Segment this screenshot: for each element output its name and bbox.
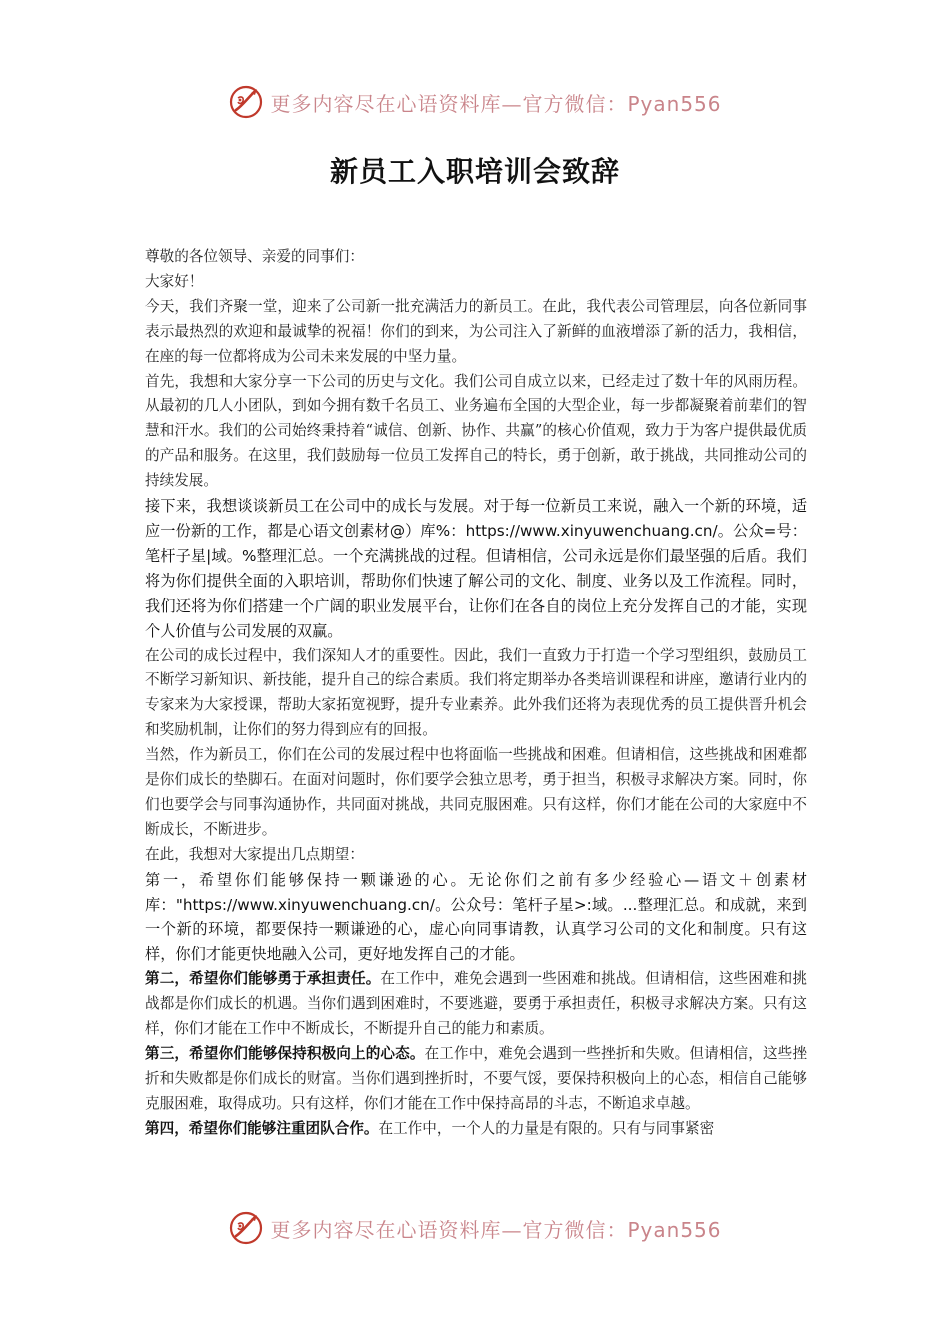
- pen-logo-icon: [228, 84, 264, 120]
- pen-logo-icon: [228, 1210, 264, 1246]
- banner-handle: Pyan556: [627, 91, 722, 116]
- banner-label: 更多内容尽在心语资料库—官方微信：: [270, 91, 628, 116]
- paragraph: 今天，我们齐聚一堂，迎来了公司新一批充满活力的新员工。在此，我代表公司管理层，向各位新同事表示最热烈的欢迎和最诚挚的祝福！你们的到来，为公司注入了新鲜的血液增添了新的活力，我相信，在座的每一位都将成为公司未来发展的中坚力量。: [145, 297, 807, 365]
- paragraph: [145, 1117, 807, 1142]
- paragraph-lead: 第四，希望你们能够注重团队合作。: [145, 1119, 379, 1137]
- paragraph: 首先，我想和大家分享一下公司的历史与文化。我们公司自成立以来，已经走过了数十年的风雨历程。从最初的几人小团队，到如今拥有数千名员工、业务遍布全国的大型企业，每一步都凝聚着前辈们的智慧和汗水。我们的公司始终秉持着“诚信、创新、协作、共赢”的核心价值观，致力于为客户提供最优质的产品和服务。在这里，我们鼓励每一位员工发挥自己的特长，勇于创新，敢于挑战，共同推动公司的持续发展。: [145, 372, 807, 490]
- paragraph: 当然，作为新员工，你们在公司的发展过程中也将面临一些挑战和困难。但请相信，这些挑战和困难都是你们成长的垫脚石。在面对问题时，你们要学会独立思考，勇于担当，积极寻求解决方案。同时，你们也要学会与同事沟通协作，共同面对挑战，共同克服困难。只有这样，你们才能在公司的大家庭中不断成长，不断进步。: [145, 746, 807, 838]
- banner-text: [270, 1214, 721, 1243]
- greeting: 大家好！: [145, 272, 204, 290]
- paragraph: 在此，我想对大家提出几点期望：: [145, 845, 364, 863]
- paragraph-inserted: 接下来，我想谈谈新员工在公司中的成长与发展。对于每一位新员工来说，融入一个新的环境，适应一份新的工作，都是心语文创素材@）库%：https://www.xinyuwenchuang.cn/。公众=号：笔杆子星|域。%整理汇总。一个充满挑战的过程。但请相信，公司永远是你们最坚强的后盾。我们将为你们提供全面的入职培训，帮助你们快速了解公司的文化、制度、业务以及工作流程。同时，我们还将为你们搭建一个广阔的职业发展平台，让你们在各自的岗位上充分发挥自己的才能，实现个人价值与公司发展的双赢。: [145, 497, 807, 640]
- header-banner: [0, 84, 950, 120]
- banner-text: [270, 88, 721, 117]
- banner-label: 更多内容尽在心语资料库—官方微信：: [270, 1217, 628, 1242]
- banner-handle: Pyan556: [627, 1217, 722, 1242]
- paragraph-lead: 第三，希望你们能够保持积极向上的心态。: [145, 1045, 425, 1062]
- paragraph-lead: 第二，希望你们能够勇于承担责任。: [145, 970, 381, 988]
- paragraph-rest: 在工作中，难免会遇到一些困难和挑战。但请相信，这些困难和挑战都是你们成长的机遇。当你们遇到困难时，不要逃避，要勇于承担责任，积极寻求解决方案。只有这样，你们才能在工作中不断成长，不断提升自己的能力和素质。: [145, 970, 807, 1038]
- paragraph-rest: 在工作中，一个人的力量是有限的。只有与同事紧密: [378, 1119, 715, 1137]
- salutation: 尊敬的各位领导、亲爱的同事们：: [145, 248, 364, 265]
- footer-banner: [0, 1210, 950, 1246]
- paragraph: [145, 1042, 807, 1117]
- paragraph: [145, 967, 807, 1042]
- paragraph-rest: 在工作中，难免会遇到一些挫折和失败。但请相信，这些挫折和失败都是你们成长的财富。当你们遇到挫折时，不要气馁，要保持积极向上的心态，相信自己能够克服困难，取得成功。只有这样，你们才能在工作中保持高昂的斗志，不断追求卓越。: [145, 1045, 807, 1112]
- paragraph-inserted: 第一，希望你们能够保持一颗谦逊的心。无论你们之前有多少经验心—语文＋创素材库："https://www.xinyuwenchuang.cn/。公众号：笔杆子星>:域。...整理汇总。和成就，来到一个新的环境，都要保持一颗谦逊的心，虚心向同事请教，认真学习公司的文化和制度。只有这样，你们才能更快地融入公司，更好地发挥自己的才能。: [145, 870, 807, 964]
- document-body: [145, 245, 807, 1142]
- document-title: 新员工入职培训会致辞: [329, 155, 620, 188]
- paragraph: 在公司的成长过程中，我们深知人才的重要性。因此，我们一直致力于打造一个学习型组织，鼓励员工不断学习新知识、新技能，提升自己的综合素质。我们将定期举办各类培训课程和讲座，邀请行业内的专家来为大家授课，帮助大家拓宽视野，提升专业素养。此外我们还将为表现优秀的员工提供晋升机会和奖励机制，让你们的努力得到应有的回报。: [145, 646, 807, 739]
